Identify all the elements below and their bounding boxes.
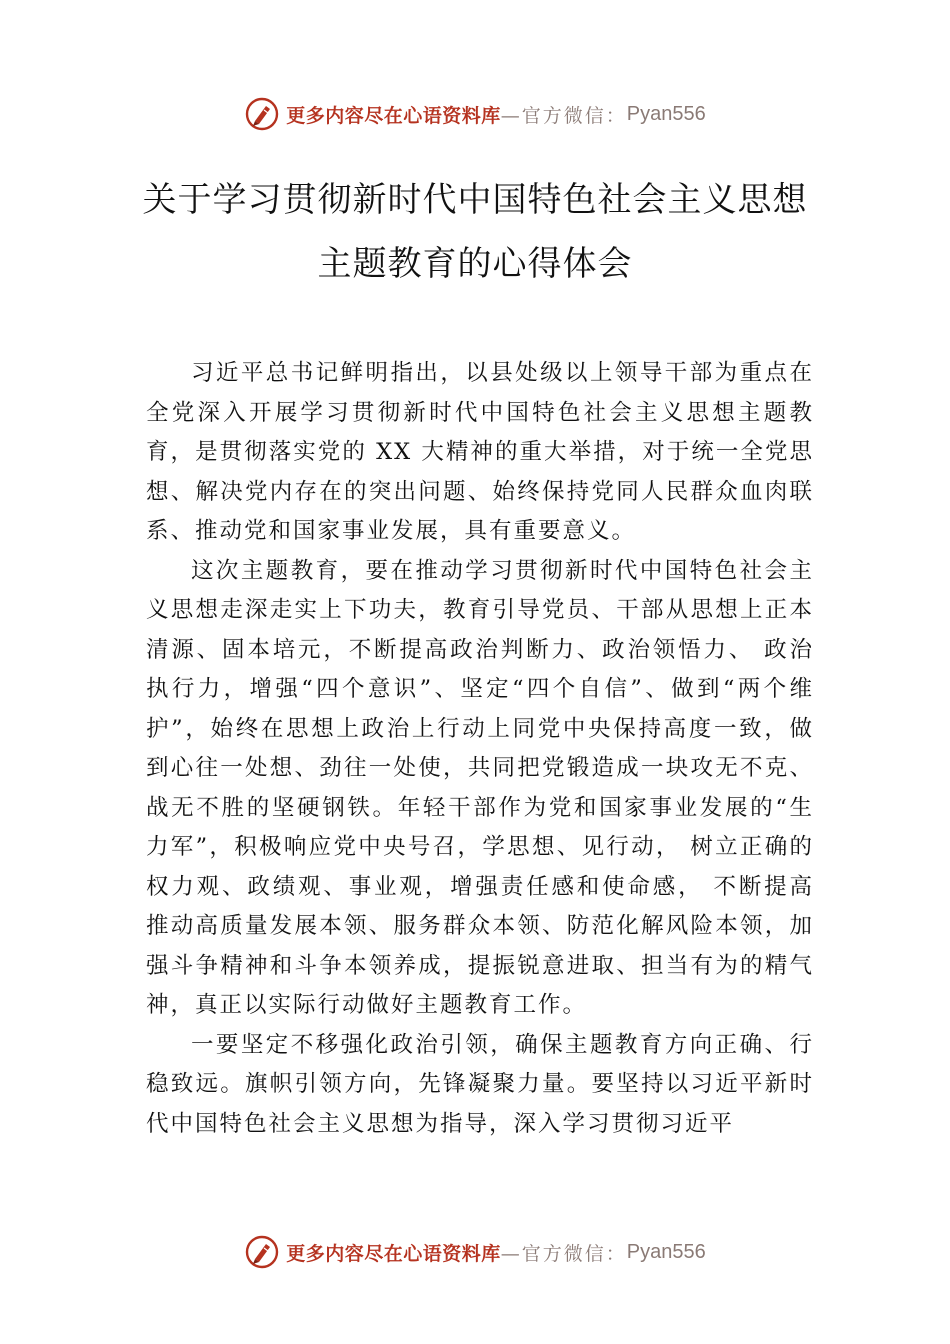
banner-wechat-id: Pyan556 bbox=[626, 1240, 706, 1263]
banner-sub-text: —官方微信： bbox=[500, 1242, 627, 1265]
paragraph-2: 这次主题教育，要在推动学习贯彻新时代中国特色社会主义思想走深走实上下功夫，教育引导党员、干部从思想上正本清源、固本培元，不断提高政治判断力、政治领悟力、 政治执行力，增强“四个意识”、坚定“四个自信”、做到“两个维护”，始终在思想上政治上行动上同党中央保持高度一致，做到心往一处想、劲往一处使，共同把党锻造成一块攻无不克、战无不胜的坚硬钢铁。年轻干部作为党和国家事业发展的“生力军”，积极响应党中央号召，学思想、见行动， 树立正确的权力观、政绩观、事业观，增强责任感和使命感， 不断提高推动高质量发展本领、服务群众本领、防范化解风险本领，加强斗争精神和斗争本领养成，提振锐意进取、担当有为的精气神，真正以实际行动做好主题教育工作。 bbox=[146, 557, 814, 1018]
banner-wechat-id: Pyan556 bbox=[626, 102, 706, 125]
banner-main-text: 更多内容尽在心语资料库 bbox=[286, 1242, 501, 1265]
pen-logo-icon bbox=[244, 1234, 280, 1270]
document-title: 关于学习贯彻新时代中国特色社会主义思想主题教育的心得体会 bbox=[142, 180, 808, 284]
paragraph-1: 习近平总书记鲜明指出，以县处级以上领导干部为重点在全党深入开展学习贯彻新时代中国特色社会主义思想主题教育，是贯彻落实党的 XX 大精神的重大举措，对于统一全党思想、解决党内存在的突出问题、始终保持党同人民群众血肉联系、推动党和国家事业发展，具有重要意义。 bbox=[146, 360, 814, 544]
header-banner bbox=[0, 94, 950, 134]
banner-sub-text: —官方微信： bbox=[500, 104, 627, 127]
pen-logo-icon bbox=[244, 96, 280, 132]
banner-main-text: 更多内容尽在心语资料库 bbox=[286, 104, 501, 127]
document-body bbox=[146, 354, 814, 1144]
paragraph-3: 一要坚定不移强化政治引领，确保主题教育方向正确、行稳致远。旗帜引领方向，先锋凝聚力量。要坚持以习近平新时代中国特色社会主义思想为指导，深入学习贯彻习近平 bbox=[146, 1031, 814, 1137]
footer-banner bbox=[0, 1232, 950, 1272]
